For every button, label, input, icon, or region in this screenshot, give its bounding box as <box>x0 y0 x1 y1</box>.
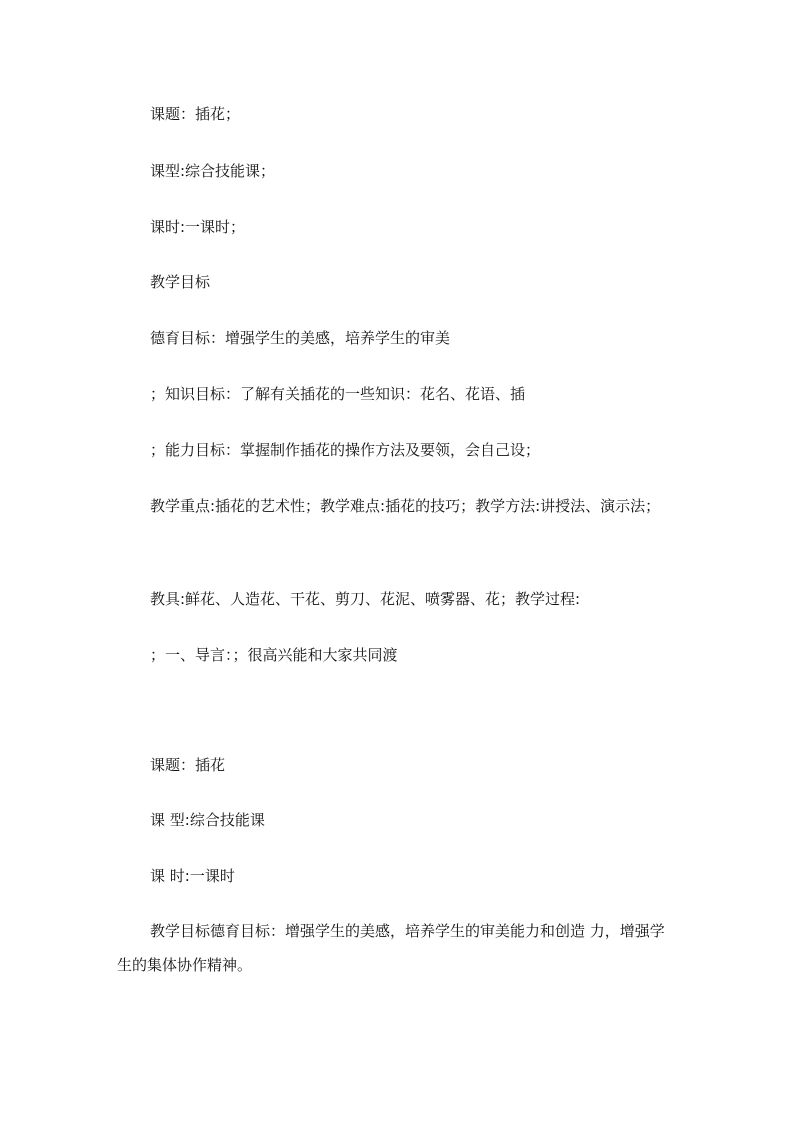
lesson-hours: 课时:一课时； <box>150 218 246 236</box>
knowledge-goal: ；知识目标：了解有关插花的一些知识：花名、花语、插 <box>150 385 526 403</box>
ability-goal: ；能力目标：掌握制作插花的操作方法及要领，会自己设； <box>150 441 541 459</box>
key-points-paragraph: 教学重点:插花的艺术性；教学难点:插花的技巧；教学方法:讲授法、演示法； <box>150 497 661 515</box>
teaching-aids: 教具:鲜花、人造花、干花、剪刀、花泥、喷雾器、花；教学过程: <box>150 590 581 608</box>
objectives-heading: 教学目标 <box>150 273 211 291</box>
lesson-type: 课型:综合技能课； <box>150 162 276 180</box>
lesson-topic: 课题：插花； <box>150 105 241 123</box>
introduction: ；一、导言：；很高兴能和大家共同渡 <box>150 646 398 664</box>
lesson-hours-2: 课 时:一课时 <box>150 867 235 885</box>
moral-goal: 德育目标：增强学生的美感，培养学生的审美 <box>150 329 451 347</box>
lesson-topic-2: 课题：插花 <box>150 756 226 774</box>
lesson-type-2: 课 型:综合技能课 <box>150 811 265 829</box>
objectives-paragraph-2: 教学目标德育目标：增强学生的美感，培养学生的审美能力和创造 力，增强学 生的集体协作精神。 <box>117 922 665 974</box>
